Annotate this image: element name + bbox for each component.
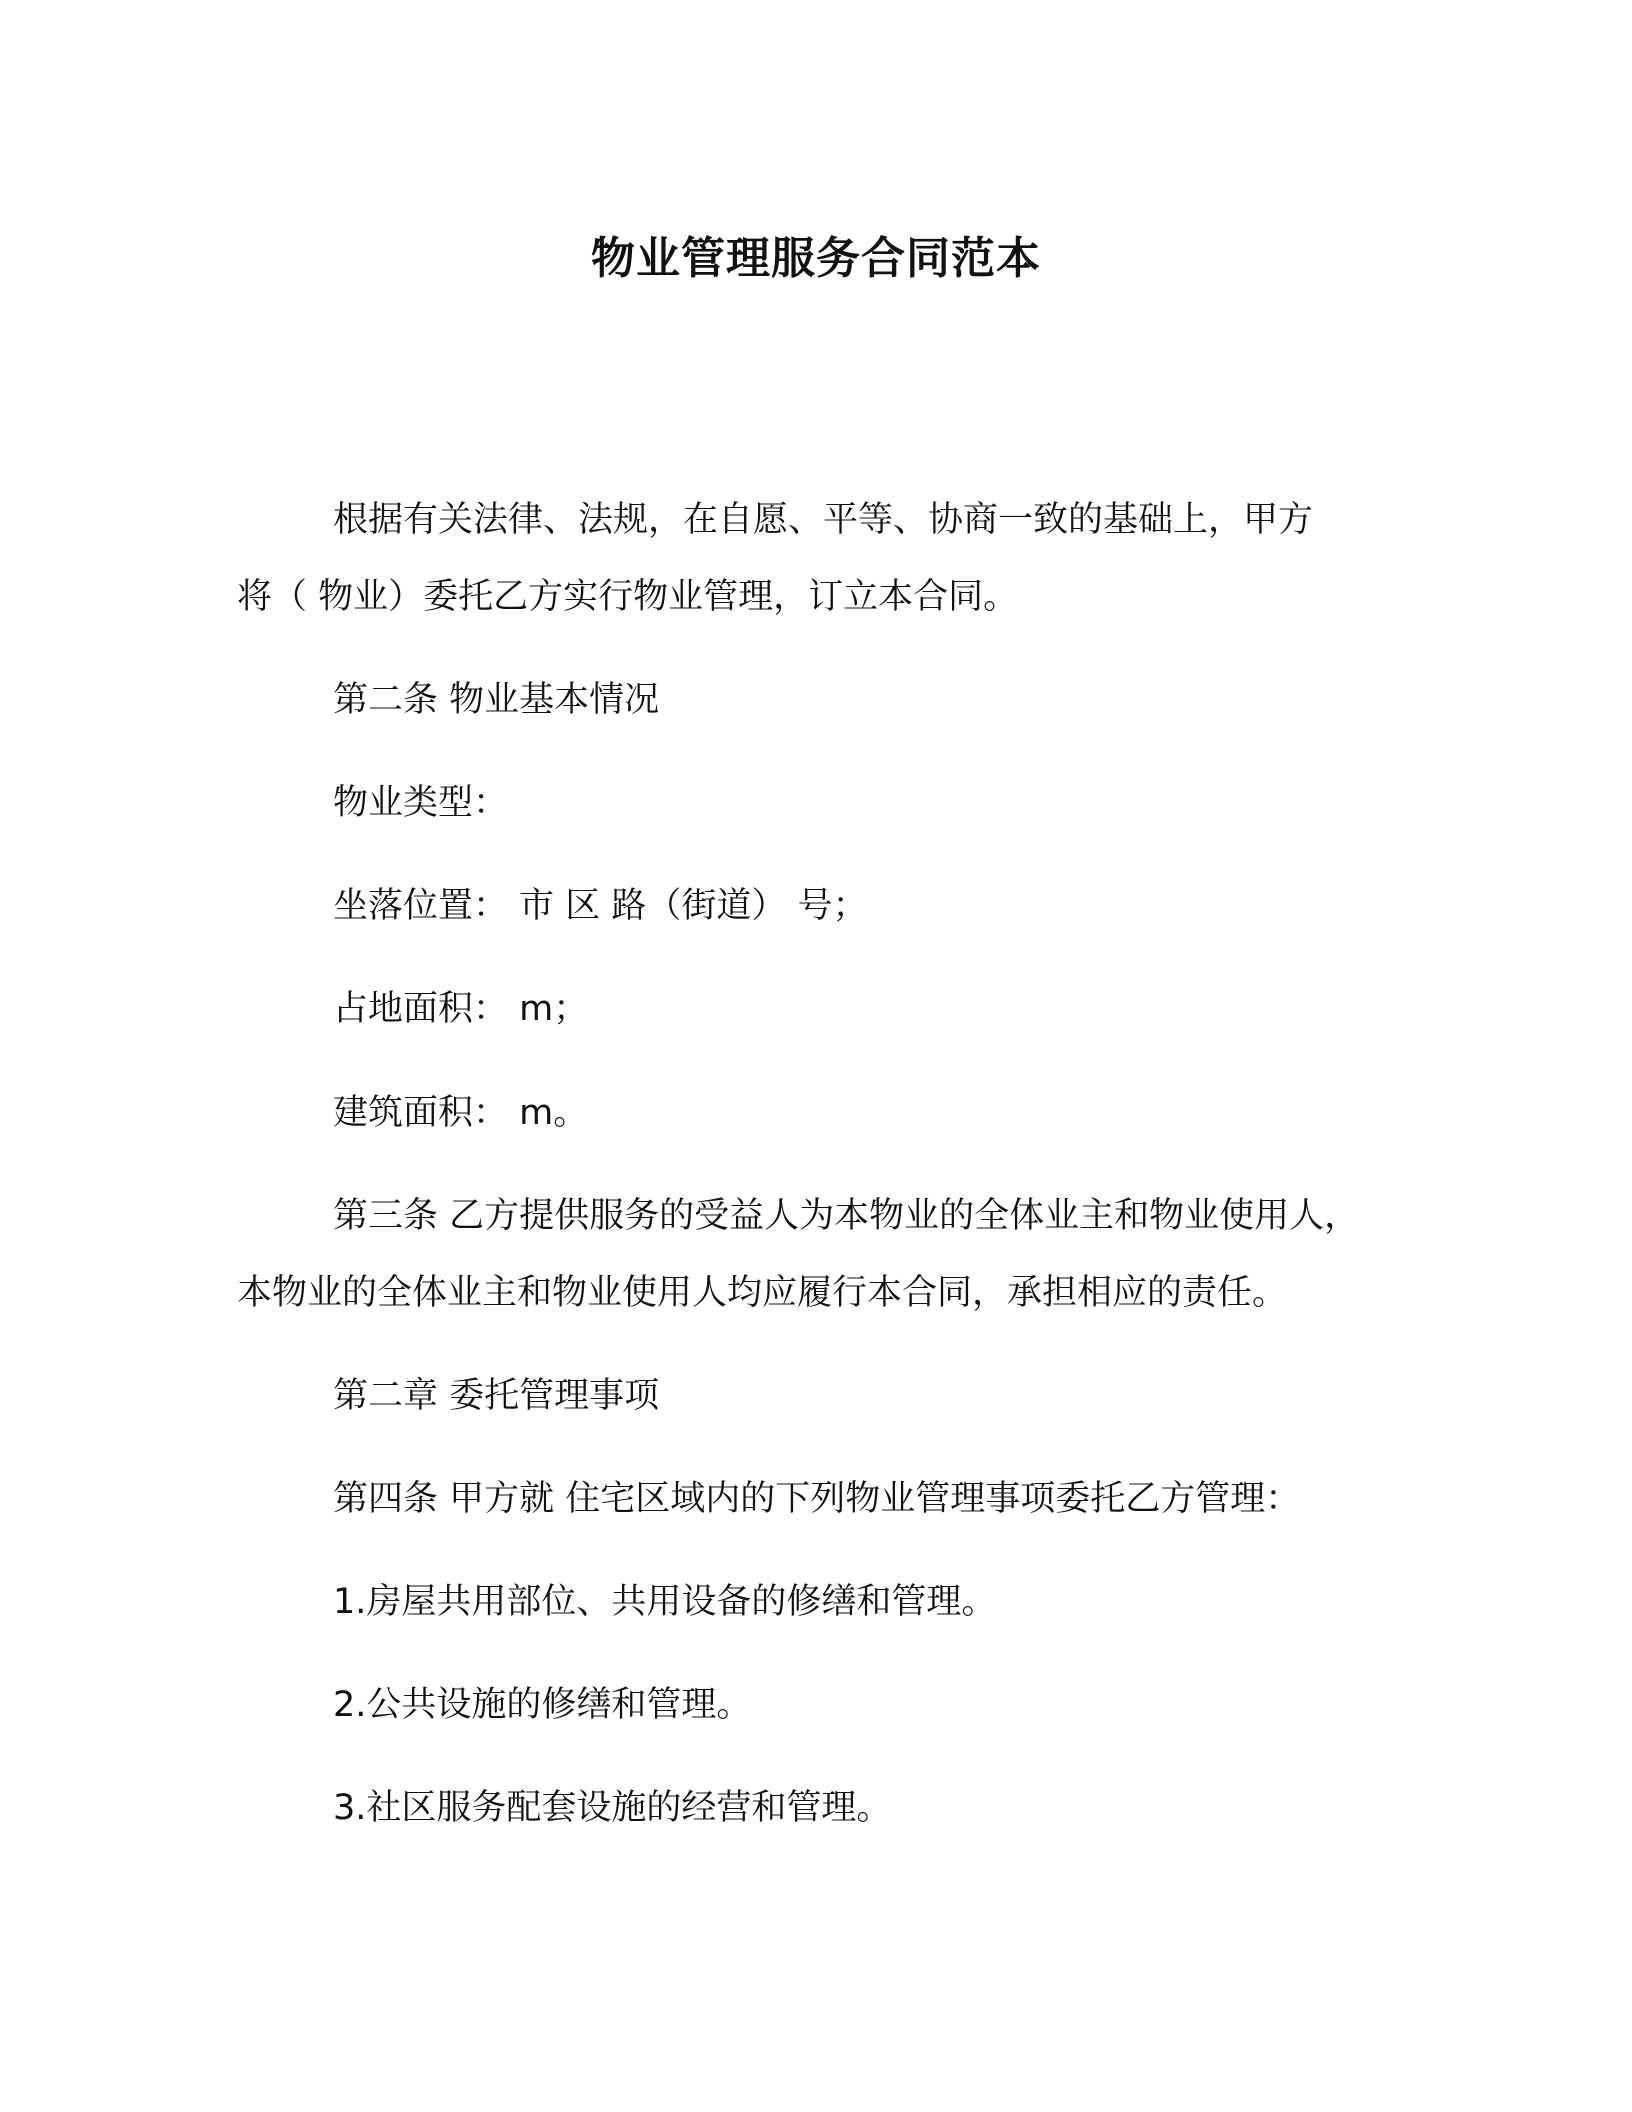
location-line: 坐落位置： 市 区 路（街道） 号；	[333, 886, 868, 926]
article-2-heading: 第二条 物业基本情况	[333, 680, 660, 720]
article-3-line1: 第三条 乙方提供服务的受益人为本物业的全体业主和物业使用人，	[333, 1196, 1360, 1236]
article-4-line: 第四条 甲方就 住宅区域内的下列物业管理事项委托乙方管理：	[333, 1479, 1301, 1519]
list-item-3: 3.社区服务配套设施的经营和管理。	[333, 1788, 892, 1828]
list-item-2: 2.公共设施的修缮和管理。	[333, 1685, 752, 1725]
list-item-1: 1.房屋共用部位、共用设备的修缮和管理。	[333, 1582, 997, 1622]
document-title: 物业管理服务合同范本	[591, 233, 1041, 284]
property-type-line: 物业类型：	[333, 783, 509, 823]
article-3-line2: 本物业的全体业主和物业使用人均应履行本合同，承担相应的责任。	[237, 1273, 1288, 1313]
land-area-line: 占地面积： m；	[333, 989, 589, 1029]
intro-paragraph-line1: 根据有关法律、法规，在自愿、平等、协商一致的基础上，甲方	[333, 500, 1314, 540]
building-area-line: 建筑面积： m。	[333, 1093, 589, 1133]
chapter-2-heading: 第二章 委托管理事项	[333, 1376, 660, 1416]
intro-paragraph-line2: 将（ 物业）委托乙方实行物业管理，订立本合同。	[237, 577, 1019, 617]
